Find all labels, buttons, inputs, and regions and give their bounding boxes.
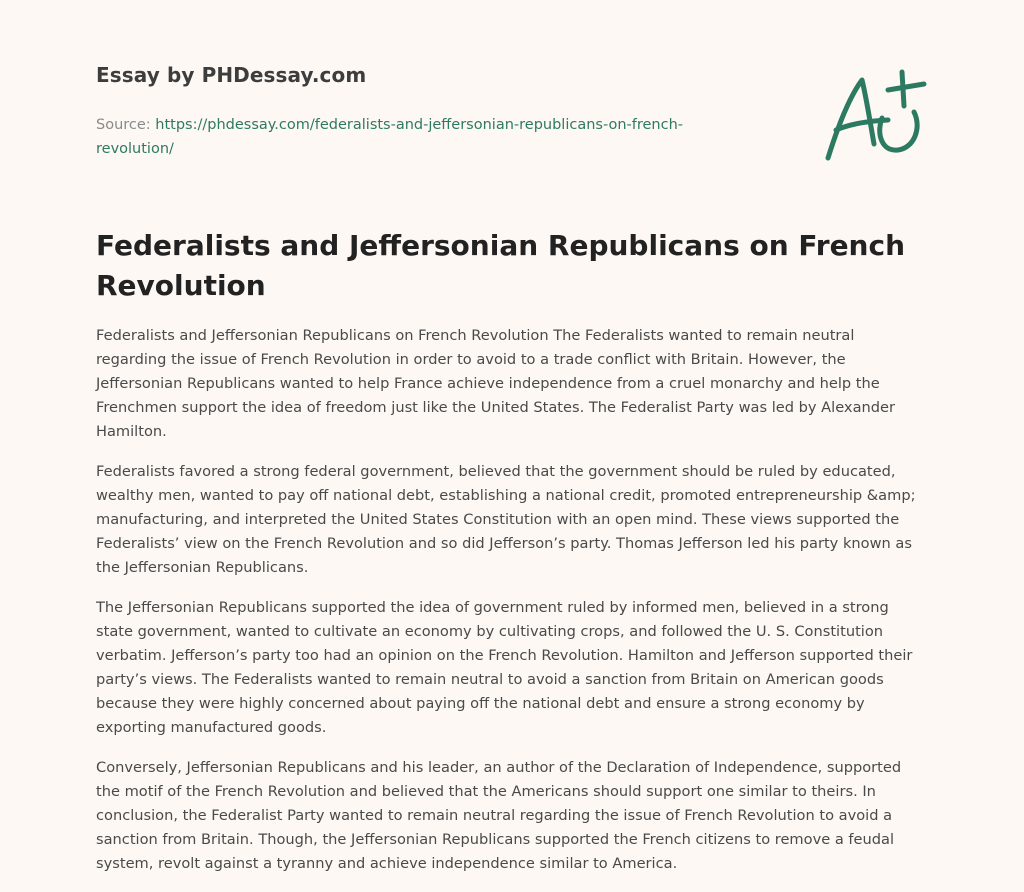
source-link[interactable]: https://phdessay.com/federalists-and-jeffersonian-republicans-on-french-revolution/ [96, 117, 683, 157]
header [96, 63, 736, 161]
article-body [96, 324, 926, 892]
paragraph: Federalists favored a strong federal government, believed that the government should be ruled by educated, wealthy men, wanted to pay off national debt, establishing a national credit, promoted entrepreneurship &amp; manufacturing, and interpreted the United States Constitution with an open mind. These views supported the Federalists’ view on the French Revolution and so did Jefferson’s party. Thomas Jefferson led his party known as the Jeffersonian Republicans. [96, 463, 916, 576]
paragraph: The Jeffersonian Republicans supported the idea of government ruled by informed men, believed in a strong state government, wanted to cultivate an economy by cultivating crops, and followed the U. S. Constitution verbatim. Jefferson’s party too had an opinion on the French Revolution. Hamilton and Jefferson supported their party’s views. The Federalists wanted to remain neutral to avoid a sanction from Britain on American goods because they were highly concerned about paying off the national debt and ensure a strong economy by exporting manufactured goods. [96, 599, 913, 736]
paragraph: Conversely, Jeffersonian Republicans and his leader, an author of the Declaration of Independence, supported the motif of the French Revolution and believed that the Americans should support one similar to theirs. In conclusion, the Federalist Party wanted to remain neutral regarding the issue of French Revolution to avoid a sanction from Britain. Though, the Jeffersonian Republicans supported the French citizens to remove a feudal system, revolt against a tyranny and achieve independence similar to America. [96, 759, 902, 872]
source-label: Source: [96, 117, 151, 133]
article-title: Federalists and Jeffersonian Republicans on French Revolution [96, 229, 906, 302]
a-plus-grade-icon [818, 66, 930, 164]
source-line [96, 113, 736, 161]
site-brand: Essay by PHDessay.com [96, 63, 367, 87]
paragraph: Federalists and Jeffersonian Republicans on French Revolution The Federalists wanted to remain neutral regarding the issue of French Revolution in order to avoid to a trade conflict with Britain. However, the Jeffersonian Republicans wanted to help France achieve independence from a cruel monarchy and help the Frenchmen support the idea of freedom just like the United States. The Federalist Party was led by Alexander Hamilton. [96, 327, 895, 440]
